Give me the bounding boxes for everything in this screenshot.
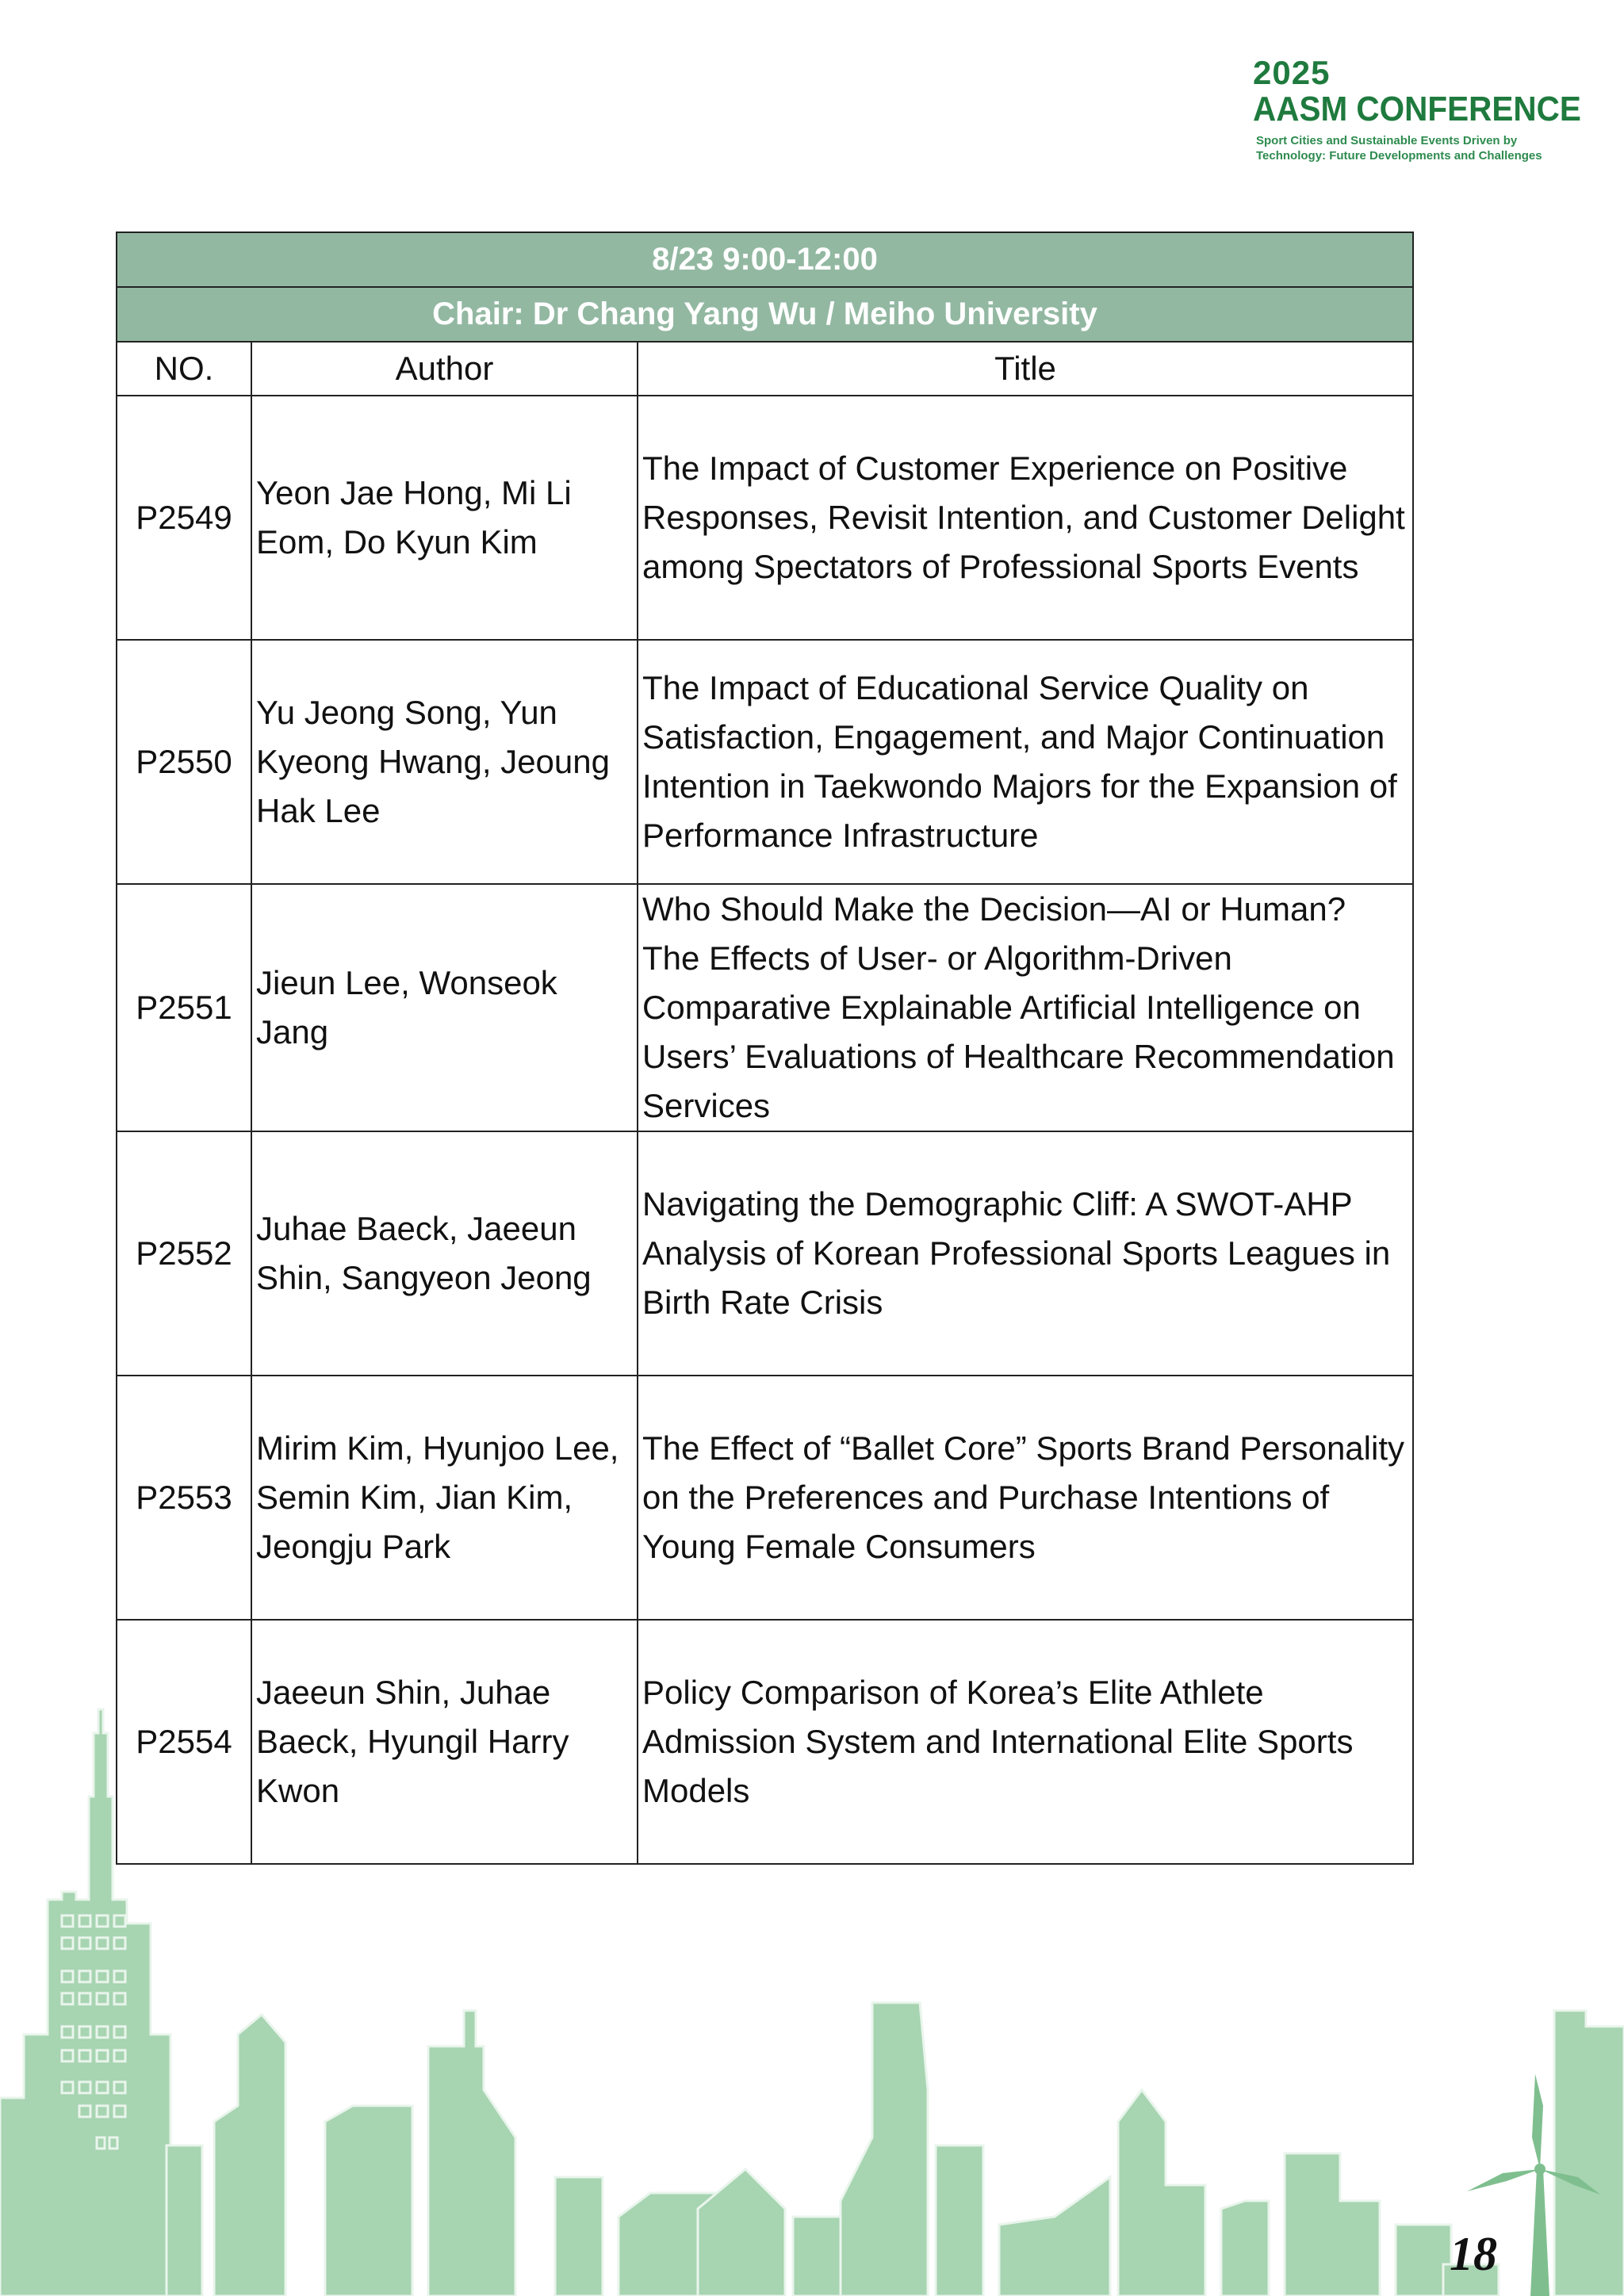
paper-number: P2553 (117, 1376, 251, 1620)
column-header-no: NO. (117, 342, 251, 396)
column-header-title: Title (638, 342, 1413, 396)
paper-authors: Mirim Kim, Hyunjoo Lee, Semin Kim, Jian Kim, Jeongju Park (251, 1376, 638, 1620)
paper-number: P2550 (117, 640, 251, 884)
conference-logo (1253, 54, 1581, 163)
column-header-author: Author (251, 342, 638, 396)
logo-year: 2025 (1253, 54, 1331, 91)
table-row (117, 396, 1413, 640)
table-row (117, 1620, 1413, 1864)
paper-authors: Yu Jeong Song, Yun Kyeong Hwang, Jeoung Hak Lee (251, 640, 638, 884)
page-number: 18 (1450, 2228, 1497, 2280)
paper-title: The Impact of Customer Experience on Positive Responses, Revisit Intention, and Customer Delight among Spectators of Professional Sports Events (638, 396, 1413, 640)
session-schedule-table (116, 232, 1414, 1865)
logo-tagline (1253, 133, 1570, 163)
logo-name: AASM CONFERENCE (1253, 90, 1581, 128)
paper-title: Navigating the Demographic Cliff: A SWOT-AHP Analysis of Korean Professional Sports Leagues in Birth Rate Crisis (638, 1131, 1413, 1376)
table-row (117, 1376, 1413, 1620)
paper-authors: Jaeeun Shin, Juhae Baeck, Hyungil Harry Kwon (251, 1620, 638, 1864)
logo-tagline-line-2: Technology: Future Developments and Challenges (1256, 149, 1542, 163)
paper-authors: Juhae Baeck, Jaeeun Shin, Sangyeon Jeong (251, 1131, 638, 1376)
paper-number: P2551 (117, 884, 251, 1131)
table-row (117, 884, 1413, 1131)
paper-number: P2554 (117, 1620, 251, 1864)
paper-authors: Yeon Jae Hong, Mi Li Eom, Do Kyun Kim (251, 396, 638, 640)
logo-tagline-line-1: Sport Cities and Sustainable Events Driven by (1256, 134, 1518, 147)
paper-authors: Jieun Lee, Wonseok Jang (251, 884, 638, 1131)
session-time-header: 8/23 9:00-12:00 (117, 232, 1413, 287)
paper-title: The Effect of “Ballet Core” Sports Brand Personality on the Preferences and Purchase Intentions of Young Female Consumers (638, 1376, 1413, 1620)
paper-number: P2549 (117, 396, 251, 640)
table-row (117, 1131, 1413, 1376)
paper-title: Policy Comparison of Korea’s Elite Athlete Admission System and International Elite Sports Models (638, 1620, 1413, 1864)
session-chair-header: Chair: Dr Chang Yang Wu / Meiho University (117, 287, 1413, 342)
paper-number: P2552 (117, 1131, 251, 1376)
paper-title: The Impact of Educational Service Quality on Satisfaction, Engagement, and Major Continuation Intention in Taekwondo Majors for the Expansion of Performance Infrastructure (638, 640, 1413, 884)
table-row (117, 640, 1413, 884)
paper-title: Who Should Make the Decision—AI or Human? The Effects of User- or Algorithm-Driven Comparative Explainable Artificial Intelligence on Users’ Evaluations of Healthcare Recommendation Services (638, 884, 1413, 1131)
